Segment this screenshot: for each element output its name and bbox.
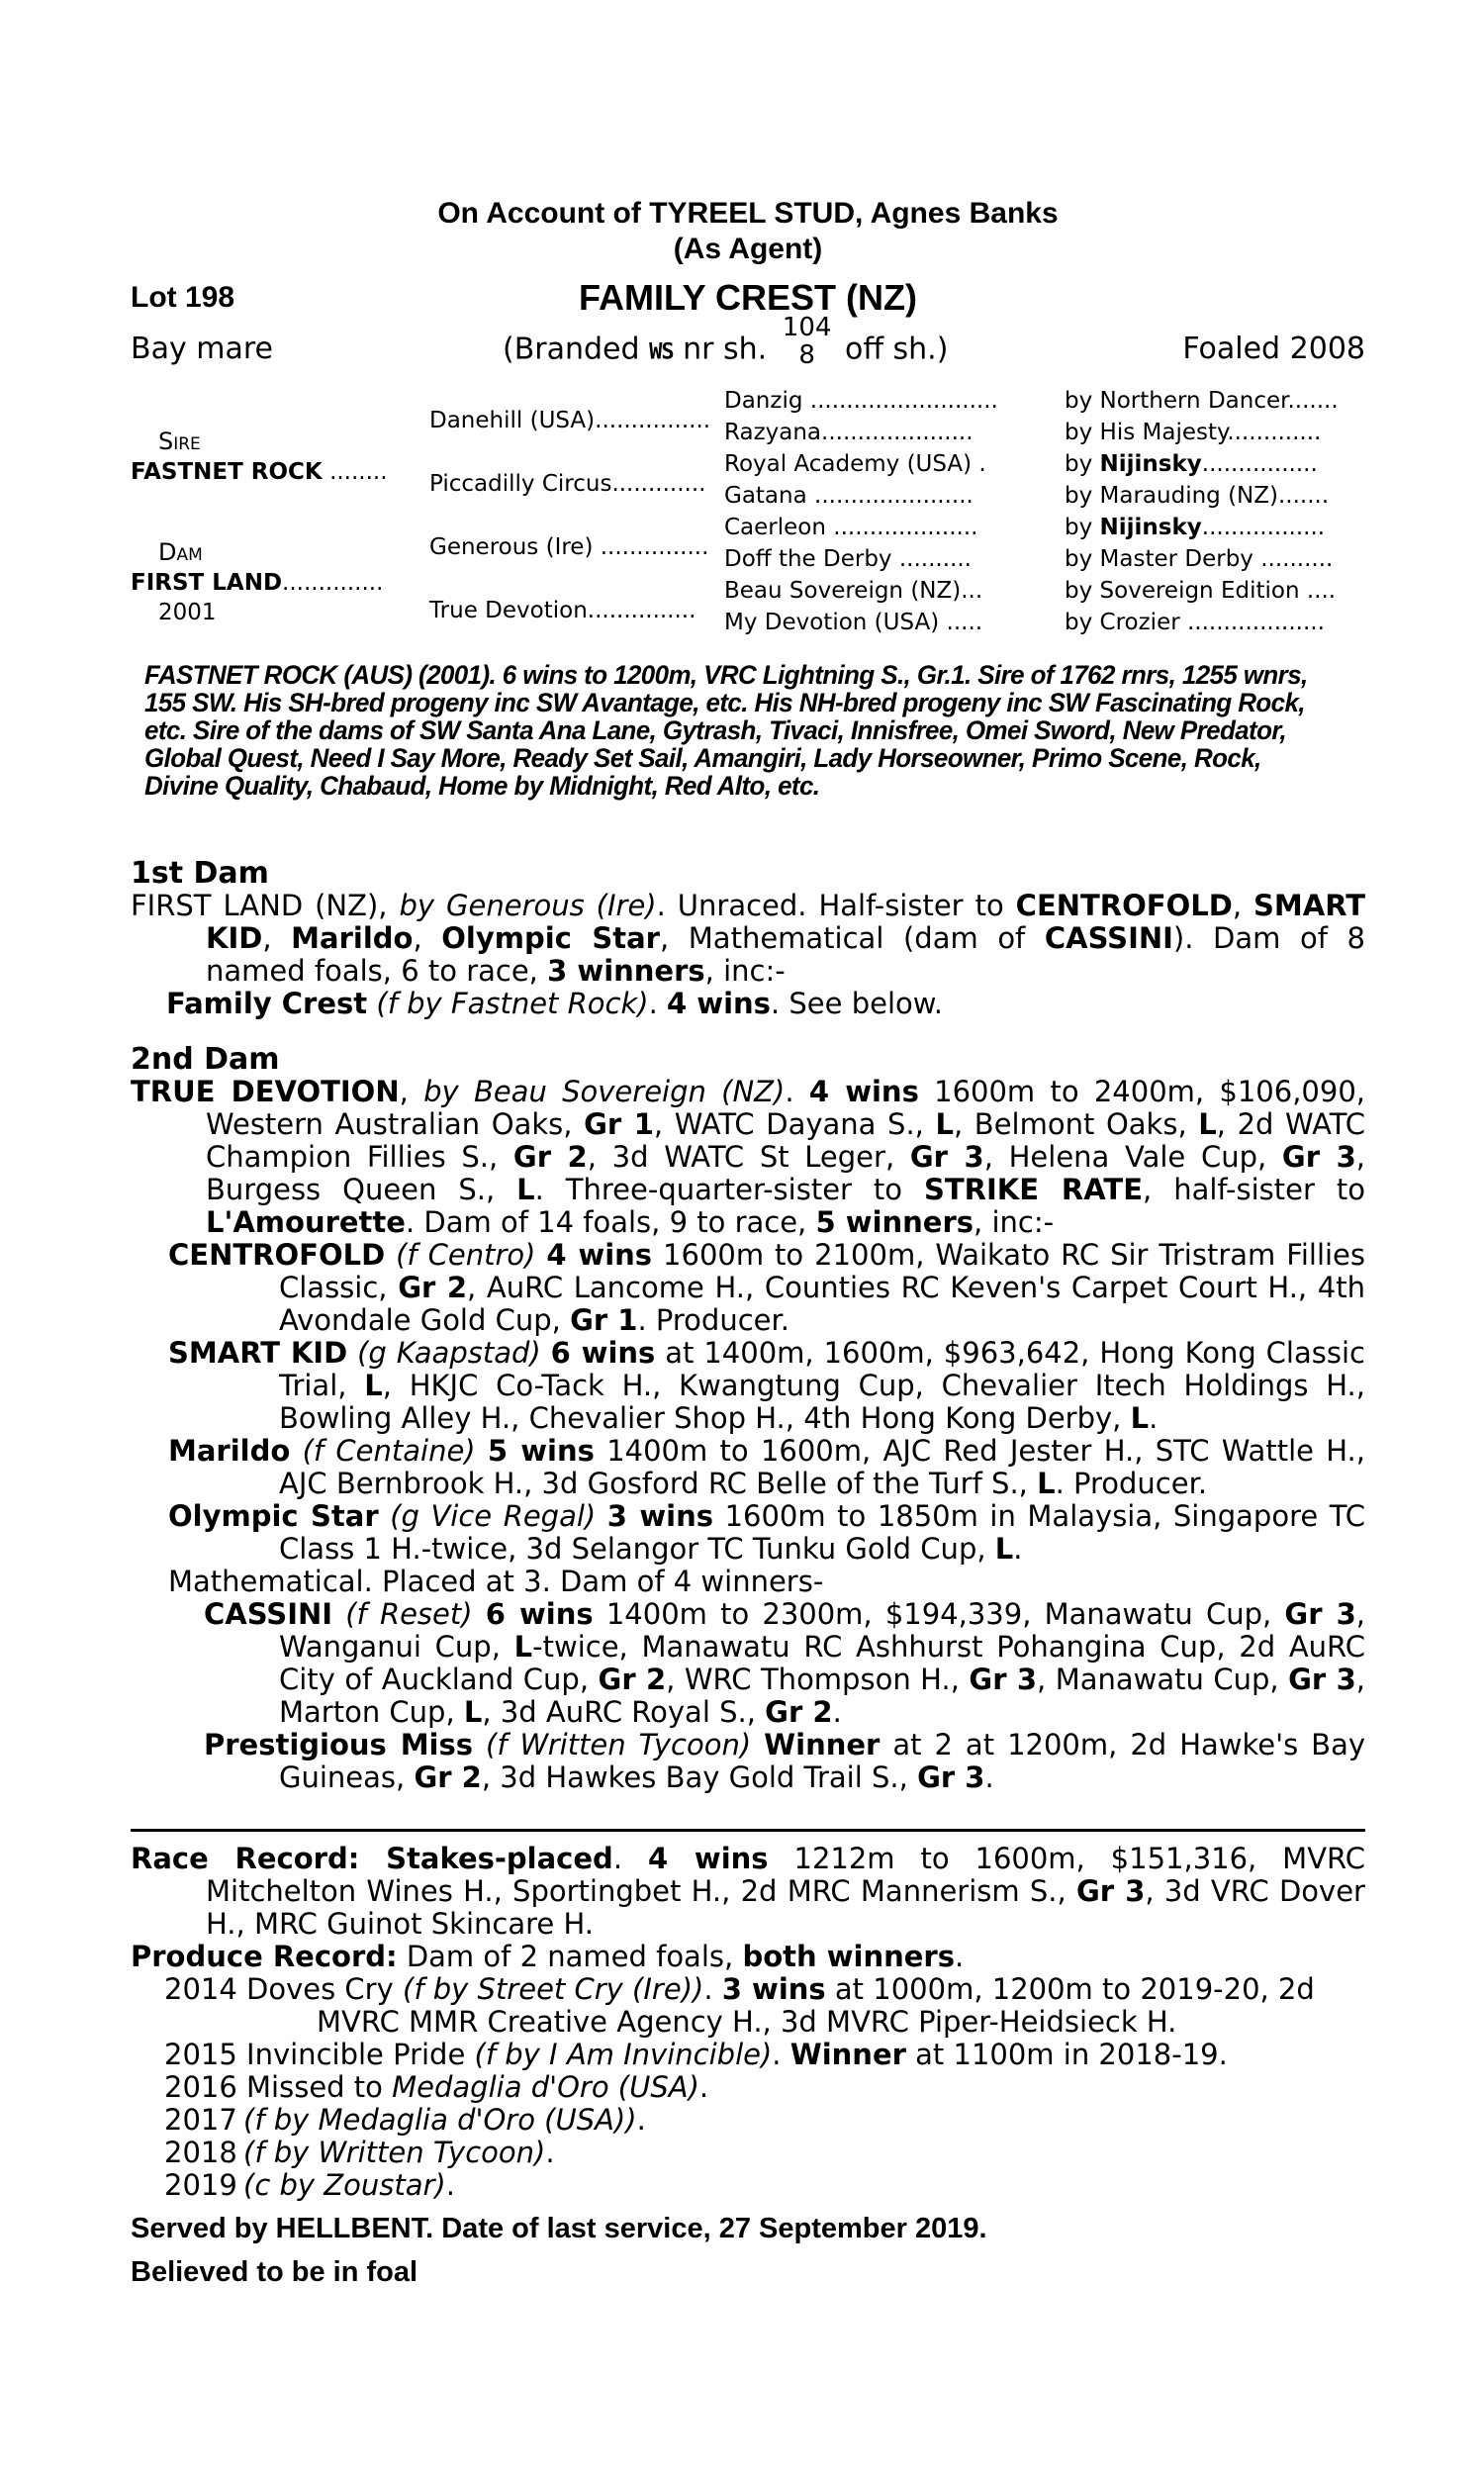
grandparent: Piccadilly Circus.............: [429, 471, 706, 497]
sire-of: Northern Dancer.......: [1099, 388, 1339, 414]
great-grandparent: Danzig ..........................: [724, 388, 998, 414]
grandprogeny-entry: CASSINI (f Reset) 6 wins 1400m to 2300m, $194,339, Manawatu Cup, Gr 3, Wanganui Cup, L-twice, Manawatu RC Ashhurst Pohangina Cup, 2d AuRC City of Auckland Cup, Gr 2, WRC Thompson H., Gr 3, Manawatu Cup, Gr 3, Marton Cup, L, 3d AuRC Royal S., Gr 2.: [204, 1597, 1365, 1729]
first-dam-text: FIRST LAND (NZ), by Generous (Ire). Unraced. Half-sister to CENTROFOLD, SMART KID, Marildo, Olympic Star, Mathematical (dam of CASSINI). Dam of 8 named foals, 6 to race, 3 winners, inc:-: [131, 889, 1365, 988]
by-prefix: by: [1065, 578, 1093, 604]
sire-label: Sire: [158, 428, 201, 455]
brand-description: [503, 313, 949, 370]
by-prefix: by: [1065, 420, 1093, 445]
great-grandparent: Doff the Derby ..........: [724, 546, 972, 572]
great-grandparent: Caerleon ....................: [724, 515, 978, 540]
second-dam-section: [131, 1043, 1365, 1794]
brand-prefix: (Branded: [503, 332, 640, 367]
brand-mark-icon: WS: [649, 339, 674, 365]
great-grandparent-sire: [1065, 546, 1333, 572]
produce-foal: 2015 Invincible Pride (f by I Am Invincible). Winner at 1100m in 2018-19.: [164, 2038, 1228, 2071]
great-grandparent-sire: [1065, 451, 1318, 477]
second-dam-text: TRUE DEVOTION, by Beau Sovereign (NZ). 4 wins 1600m to 2400m, $106,090, Western Australian Oaks, Gr 1, WATC Dayana S., L, Belmont Oaks, L, 2d WATC Champion Fillies S., Gr 2, 3d WATC St Leger, Gr 3, Helena Vale Cup, Gr 3, Burgess Queen S., L. Three-quarter-sister to STRIKE RATE, half-sister to L'Amourette. Dam of 14 foals, 9 to race, 5 winners, inc:-: [131, 1075, 1365, 1239]
mathematical-entry: Mathematical. Placed at 3. Dam of 4 winners-: [168, 1565, 824, 1598]
produce-foal: 2018 (f by Written Tycoon).: [164, 2136, 555, 2169]
lot-row: [131, 279, 1365, 323]
agent-heading: (As Agent): [673, 233, 823, 265]
great-grandparent: My Devotion (USA) .....: [724, 610, 983, 635]
pedigree-table: [131, 388, 1365, 655]
by-prefix: by: [1065, 388, 1093, 414]
progeny-entry: CENTROFOLD (f Centro) 4 wins 1600m to 2100m, Waikato RC Sir Tristram Fillies Classic, Gr 2, AuRC Lancome H., Counties RC Keven's Carpet Court H., 4th Avondale Gold Cup, Gr 1. Producer.: [168, 1238, 1366, 1337]
grandprogeny-entry: Prestigious Miss (f Written Tycoon) Winner at 2 at 1200m, 2d Hawke's Bay Guineas, Gr 2, 3d Hawkes Bay Gold Trail S., Gr 3.: [204, 1728, 1366, 1794]
produce-foal: 2017 (f by Medaglia d'Oro (USA)).: [164, 2103, 646, 2137]
great-grandparent-sire: [1065, 515, 1325, 540]
progeny-entry: SMART KID (g Kaapstad) 6 wins at 1400m, 1600m, $963,642, Hong Kong Classic Trial, L, HKJC Co-Tack H., Kwangtung Cup, Chevalier Itech Holdings H., Bowling Alley H., Chevalier Shop H., 4th Hong Kong Derby, L.: [168, 1336, 1365, 1435]
grandparent: Generous (Ire) ...............: [429, 534, 709, 560]
by-prefix: by: [1065, 546, 1093, 572]
race-record: Race Record: Stakes-placed. 4 wins 1212m to 1600m, $151,316, MVRC Mitchelton Wines H., Sportingbet H., 2d MRC Mannerism S., Gr 3, 3d VRC Dover H., MRC Guinot Skincare H.: [131, 1842, 1366, 1941]
dam-year: 2001: [158, 600, 217, 625]
dam-name: [131, 570, 383, 596]
great-grandparent: Gatana ......................: [724, 483, 974, 509]
sire-of: His Majesty.............: [1099, 420, 1322, 445]
consignor-heading: On Account of TYREEL STUD, Agnes Banks: [437, 197, 1059, 230]
great-grandparent-sire: [1065, 578, 1336, 604]
sire-summary: FASTNET ROCK (AUS) (2001). 6 wins to 1200m, VRC Lightning S., Gr.1. Sire of 1762 rnrs, 1255 wnrs, 155 SW. His SH-bred progeny inc SW Avantage, etc. His NH-bred progeny inc SW Fascinating Rock, etc. Sire of the dams of SW Santa Ana Lane, Gytrash, Tivaci, Innisfree, Omei Sword, New Predator, Global Quest, Need I Say More, Ready Set Sail, Amangiri, Lady Horseowner, Primo Scene, Rock, Divine Quality, Chabaud, Home by Midnight, Red Alto, etc.: [144, 660, 1308, 801]
by-prefix: by: [1065, 515, 1093, 540]
dots: .................: [1201, 515, 1326, 540]
sire-of: Nijinsky: [1099, 451, 1202, 477]
first-dam-foal: Family Crest (f by Fastnet Rock). 4 wins. See below.: [166, 987, 944, 1020]
sire-of: Marauding (NZ).......: [1099, 483, 1330, 509]
section-divider: [131, 1829, 1365, 1832]
grandparent: Danehill (USA)................: [429, 408, 711, 433]
grandparent: True Devotion...............: [429, 598, 696, 623]
produce-foal: 2019 (c by Zoustar).: [164, 2168, 455, 2202]
sire-name-text: FASTNET ROCK: [131, 459, 323, 485]
great-grandparent-sire: [1065, 610, 1325, 635]
sire-of: Crozier ...................: [1099, 610, 1325, 635]
produce-record: Produce Record: Dam of 2 named foals, both winners.: [131, 1940, 965, 1973]
great-grandparent: Razyana.....................: [724, 420, 974, 445]
foaled-year: Foaled 2008: [1182, 332, 1365, 366]
first-dam-heading: 1st Dam: [131, 856, 269, 891]
great-grandparent: Beau Sovereign (NZ)...: [724, 578, 983, 604]
dam-dots: ..............: [282, 570, 384, 596]
progeny-entry: Olympic Star (g Vice Regal) 3 wins 1600m to 1850m in Malaysia, Singapore TC Class 1 H.-twice, 3d Selangor TC Tunku Gold Cup, L.: [168, 1499, 1365, 1566]
horse-name: FAMILY CREST (NZ): [578, 277, 918, 318]
sire-of: Nijinsky: [1099, 515, 1202, 540]
dam-name-text: FIRST LAND: [131, 570, 283, 596]
brand-number-bottom: 8: [798, 340, 815, 370]
produce-foal: 2016 Missed to Medaglia d'Oro (USA).: [164, 2070, 709, 2104]
description-row: [131, 313, 1365, 381]
second-dam-heading: 2nd Dam: [131, 1042, 280, 1077]
dam-label: Dam: [158, 538, 203, 566]
brand-mid: nr sh.: [683, 332, 768, 367]
progeny-entry: Marildo (f Centaine) 5 wins 1400m to 1600m, AJC Red Jester H., STC Wattle H., AJC Bernbrook H., 3d Gosford RC Belle of the Turf S., L. Producer.: [168, 1434, 1365, 1500]
service-note: Served by HELLBENT. Date of last service, 27 September 2019.: [131, 2213, 987, 2244]
sire-name: [131, 459, 388, 485]
lot-number: Lot 198: [131, 281, 235, 314]
by-prefix: by: [1065, 451, 1093, 477]
sire-of: Master Derby ..........: [1099, 546, 1334, 572]
dots: ................: [1201, 451, 1318, 477]
produce-foal: 2014 Doves Cry (f by Street Cry (Ire)). 3 wins at 1000m, 1200m to 2019-20, 2d MVRC MMR Creative Agency H., 3d MVRC Piper-Heidsieck H.: [164, 1972, 1315, 2039]
sire-dots: ........: [329, 459, 388, 485]
in-foal-note: Believed to be in foal: [131, 2256, 418, 2288]
brand-suffix: off sh.): [844, 332, 949, 367]
brand-number: [783, 314, 832, 369]
colour-sex: Bay mare: [131, 332, 273, 366]
by-prefix: by: [1065, 483, 1093, 509]
sire-of: Sovereign Edition ....: [1099, 578, 1337, 604]
great-grandparent-sire: [1065, 483, 1329, 509]
records-section: [131, 1843, 1365, 2202]
great-grandparent-sire: [1065, 420, 1321, 445]
great-grandparent-sire: [1065, 388, 1339, 414]
first-dam-section: [131, 857, 1365, 1020]
by-prefix: by: [1065, 610, 1093, 635]
great-grandparent: Royal Academy (USA) .: [724, 451, 986, 477]
brand-number-top: 104: [782, 313, 832, 342]
